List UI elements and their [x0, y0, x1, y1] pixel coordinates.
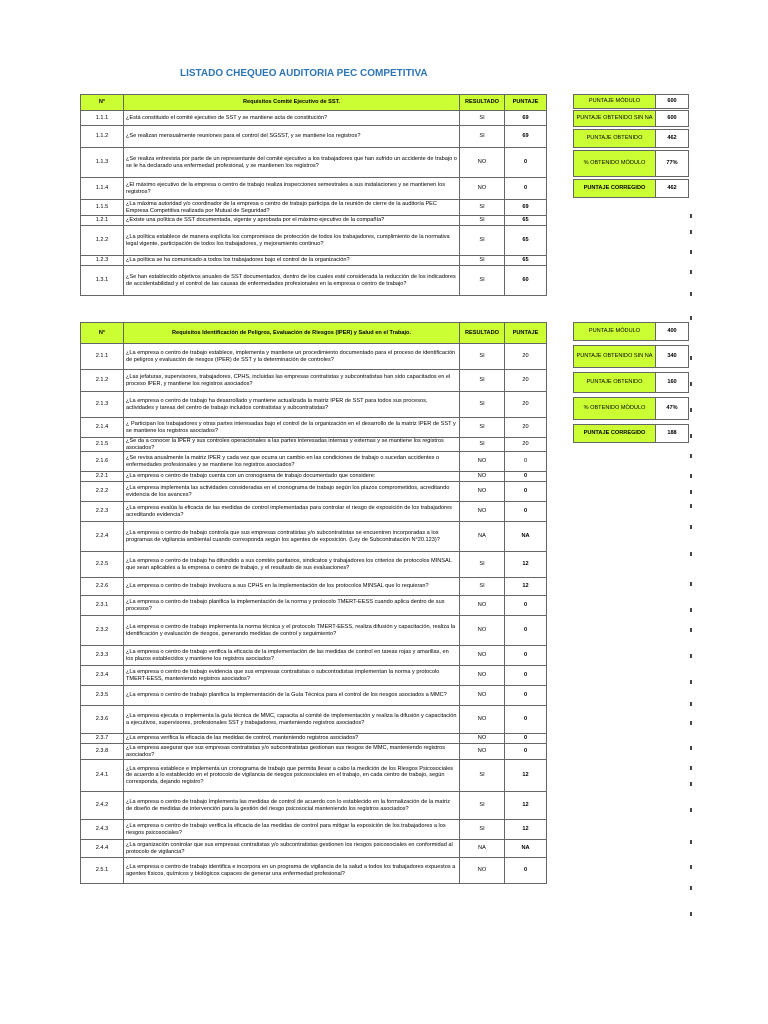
cell-res: SI [460, 392, 505, 418]
cropped-column-mark [690, 230, 692, 234]
cropped-column-mark [690, 270, 692, 274]
cell-pts: 20 [505, 392, 547, 418]
cell-req: ¿La empresa establece e implementa un cronograma de trabajo que permita llevar a cabo la medición de los Riesgos Psicosociales de acuerdo a lo establecido en el protocolo de vigilancia de riesgos psicosociales en el trabajo, en cada centro de trabajo, según corresponda, dejando registro? [124, 760, 460, 792]
summary-row [574, 111, 689, 127]
cropped-column-mark [690, 316, 692, 320]
cell-req: ¿Está constituido el comité ejecutivo de SST y se mantiene acta de constitución? [124, 111, 460, 126]
cell-res: NO [460, 178, 505, 200]
cropped-column-mark [690, 608, 692, 612]
cropped-column-mark [690, 721, 692, 725]
cell-pts: 65 [505, 216, 547, 226]
cell-req: ¿La máxima autoridad y/o coordinador de la empresa o centro de trabajo participa de la reunión de cierre de la auditoría PEC Empresa Competitiva realizada por Mutual de Seguridad? [124, 200, 460, 216]
table-row [81, 216, 547, 226]
cell-pts: 0 [505, 148, 547, 178]
cell-res: SI [460, 552, 505, 578]
table-row [81, 840, 547, 858]
cell-req: ¿La empresa o centro de trabajo ha desarrollado y mantiene actualizada la matriz IPER de SST para todos sus procesos, actividades y tareas del centro de trabajo incluidos contratistas y subcontratistas? [124, 392, 460, 418]
cell-num: 2.2.6 [81, 578, 124, 596]
cell-res: SI [460, 256, 505, 266]
table-header-row [81, 323, 547, 344]
summary-row [574, 180, 689, 198]
cell-req: ¿La empresa o centro de trabajo controla que sus empresas contratistas y/o subcontratistas se encuentren incorporadas a los programas de vigilancia ambiental cuando corresponda según los agentes de exposición. (Ley de Subcontratación N°20.123)? [124, 522, 460, 552]
cell-num: 2.4.2 [81, 792, 124, 820]
summary-value: 400 [656, 323, 689, 341]
cell-num: 2.3.7 [81, 734, 124, 744]
table-row [81, 734, 547, 744]
summary-label: PUNTAJE OBTENIDO [574, 130, 656, 148]
cell-res: NO [460, 744, 505, 760]
cell-num: 2.3.8 [81, 744, 124, 760]
cell-res: NO [460, 148, 505, 178]
summary-value: 160 [656, 373, 689, 393]
cell-res: SI [460, 578, 505, 596]
cropped-column-mark [690, 840, 692, 844]
cell-req: ¿La organización controlar que sus empresas contratistas y/o subcontratistas gestionen los riesgos psicosociales en conformidad al protocolo de vigilancia? [124, 840, 460, 858]
cell-req: ¿La empresa evalúa la eficacia de las medidas de control implementadas para controlar el riesgo de exposición de los trabajadores acreditando evidencia? [124, 502, 460, 522]
cell-num: 2.2.1 [81, 472, 124, 482]
col-header-puntaje: PUNTAJE [505, 323, 547, 344]
cell-res: SI [460, 344, 505, 370]
cell-res: SI [460, 226, 505, 256]
cell-pts: 60 [505, 266, 547, 296]
cell-res: NO [460, 502, 505, 522]
cell-pts: 20 [505, 344, 547, 370]
table-row [81, 392, 547, 418]
cell-pts: 20 [505, 370, 547, 392]
cell-res: SI [460, 216, 505, 226]
table-row [81, 438, 547, 452]
table-row [81, 686, 547, 706]
table-row [81, 126, 547, 148]
cell-num: 2.3.6 [81, 706, 124, 734]
cell-pts: 0 [505, 706, 547, 734]
cell-num: 1.1.1 [81, 111, 124, 126]
cell-req: ¿La empresa implementa las actividades consideradas en el cronograma de trabajo según los plazos comprometidos, acreditando evidencia de los avances? [124, 482, 460, 502]
table-row [81, 820, 547, 840]
cell-req: ¿La empresa o centro de trabajo cuenta con un cronograma de trabajo documentado que considere: [124, 472, 460, 482]
cropped-column-mark [690, 702, 692, 706]
cropped-column-mark [690, 680, 692, 684]
summary-label: PUNTAJE MÓDULO [574, 95, 656, 109]
cropped-column-mark [690, 408, 692, 412]
cell-num: 2.5.1 [81, 858, 124, 884]
cell-res: SI [460, 111, 505, 126]
summary-value: 340 [656, 346, 689, 368]
summary-value: 462 [656, 130, 689, 148]
summary-label: PUNTAJE CORREGIDO [574, 425, 656, 443]
cell-num: 1.1.3 [81, 148, 124, 178]
cell-res: NA [460, 522, 505, 552]
col-header-puntaje: PUNTAJE [505, 95, 547, 111]
summary-value: 600 [656, 95, 689, 109]
summary-row [574, 425, 689, 443]
cell-req: ¿La empresa o centro de trabajo verifica la eficacia de las medidas de control para mitigar la exposición de los trabajadores a los riesgos psicosociales? [124, 820, 460, 840]
cell-req: ¿ Participan los trabajadores y otras partes interesadas bajo el control de la organización en el desarrollo de la matriz IPER de SST y se mantiene los registros asociados? [124, 418, 460, 438]
table-row [81, 226, 547, 256]
cell-req: ¿La política se ha comunicado a todos los trabajadores bajo el control de la organización? [124, 256, 460, 266]
cell-pts: 0 [505, 686, 547, 706]
cell-pts: 0 [505, 734, 547, 744]
cell-num: 2.3.5 [81, 686, 124, 706]
cropped-column-mark [690, 474, 692, 478]
cell-num: 1.1.2 [81, 126, 124, 148]
cell-pts: 0 [505, 178, 547, 200]
cell-req: ¿Se da a conocer la IPER y sus controles operacionales a las partes interesadas internas y externas y se mantiene los registros asociados? [124, 438, 460, 452]
modulo1-summary-table [573, 94, 689, 198]
cell-pts: 0 [505, 858, 547, 884]
cell-num: 2.3.3 [81, 646, 124, 666]
cell-pts: NA [505, 522, 547, 552]
cell-req: ¿La empresa verifica la eficacia de las medidas de control, manteniendo registros asociados? [124, 734, 460, 744]
col-header-num: N° [81, 323, 124, 344]
cell-req: ¿La empresa o centro de trabajo planifica la implementación de la norma y protocolo TMERT-EESS cuando aplica dentro de sus procesos? [124, 596, 460, 616]
cell-pts: 69 [505, 111, 547, 126]
cell-num: 2.4.4 [81, 840, 124, 858]
table-header-row [81, 95, 547, 111]
cell-num: 2.3.4 [81, 666, 124, 686]
cell-req: ¿El máximo ejecutivo de la empresa o centro de trabajo realiza inspecciones semestrales a sus instalaciones y se mantienen los registros? [124, 178, 460, 200]
cropped-column-mark [690, 525, 692, 529]
table-row [81, 666, 547, 686]
cropped-column-mark [690, 865, 692, 869]
cell-pts: 0 [505, 646, 547, 666]
table-row [81, 256, 547, 266]
cell-pts: 12 [505, 820, 547, 840]
cell-num: 2.1.1 [81, 344, 124, 370]
summary-label: PUNTAJE CORREGIDO [574, 180, 656, 198]
cell-req: ¿Se realizan mensualmente reuniones para el control del SGSST, y se mantiene los registros? [124, 126, 460, 148]
cell-pts: NA [505, 840, 547, 858]
summary-row [574, 130, 689, 148]
cell-num: 2.2.2 [81, 482, 124, 502]
cell-pts: 0 [505, 744, 547, 760]
cell-pts: 0 [505, 472, 547, 482]
cell-req: ¿La empresa o centro de trabajo ha difundido a sus comités paritarios, sindicatos y trabajadores los criterios de protocolos MINSAL que sean aplicables a la empresa o centro de trabajo, y el resultado de sus evaluaciones? [124, 552, 460, 578]
cell-num: 1.2.2 [81, 226, 124, 256]
cell-pts: 20 [505, 438, 547, 452]
cropped-column-mark [690, 382, 692, 386]
cell-res: SI [460, 792, 505, 820]
cell-res: SI [460, 266, 505, 296]
page-title: LISTADO CHEQUEO AUDITORIA PEC COMPETITIVA [180, 68, 428, 79]
summary-value: 462 [656, 180, 689, 198]
cell-res: SI [460, 438, 505, 452]
summary-row [574, 398, 689, 420]
cropped-column-mark [690, 628, 692, 632]
cropped-column-mark [690, 292, 692, 296]
cell-req: ¿La empresa o centro de trabajo identifica e incorpora en un programa de vigilancia de la salud a todos los trabajadores expuestos a agentes físicos, químicos y biológicos capaces de generar una enfermedad profesional? [124, 858, 460, 884]
cell-req: ¿Existe una política de SST documentada, vigente y aprobada por el máximo ejecutivo de la compañía? [124, 216, 460, 226]
table-row [81, 148, 547, 178]
cell-pts: 0 [505, 452, 547, 472]
col-header-num: N° [81, 95, 124, 111]
cell-res: SI [460, 200, 505, 216]
col-header-resultado: RESULTADO [460, 323, 505, 344]
cell-num: 2.1.3 [81, 392, 124, 418]
iper-table [80, 322, 547, 884]
cell-res: NO [460, 734, 505, 744]
table-row [81, 858, 547, 884]
cell-pts: 20 [505, 418, 547, 438]
cell-req: ¿La empresa o centro de trabajo verifica la eficacia de la implementación de las medidas de control en tareas rojas y amarillas, en los plazos establecidos y mantiene los registros asociados? [124, 646, 460, 666]
cell-num: 2.4.1 [81, 760, 124, 792]
table-row [81, 522, 547, 552]
cell-res: NO [460, 596, 505, 616]
cell-req: ¿Se revisa anualmente la matriz IPER y cada vez que ocurra un cambio en las condiciones de trabajo o sucedan accidentes o enfermedades profesionales y se mantiene los registros asociados? [124, 452, 460, 472]
cropped-column-mark [690, 552, 692, 556]
cell-res: NO [460, 646, 505, 666]
col-header-requisitos: Requisitos Comité Ejecutivo de SST. [124, 95, 460, 111]
table-row [81, 792, 547, 820]
cell-res: SI [460, 370, 505, 392]
cell-res: SI [460, 760, 505, 792]
table-row [81, 596, 547, 616]
modulo2-summary-table [573, 322, 689, 443]
cell-res: NO [460, 666, 505, 686]
cropped-column-mark [690, 912, 692, 916]
cell-res: NO [460, 616, 505, 646]
cell-num: 1.1.5 [81, 200, 124, 216]
cell-pts: 12 [505, 552, 547, 578]
cropped-column-mark [690, 356, 692, 360]
summary-row [574, 323, 689, 341]
cell-num: 1.1.4 [81, 178, 124, 200]
cell-num: 2.2.5 [81, 552, 124, 578]
cell-res: SI [460, 820, 505, 840]
cell-res: NO [460, 706, 505, 734]
cell-pts: 65 [505, 226, 547, 256]
cell-pts: 12 [505, 760, 547, 792]
cell-req: ¿La empresa o centro de trabajo implementa la norma técnica y el protocolo TMERT-EESS, realiza difusión y capacitación, realiza la identificación y evaluación de riesgos, generando medidas de control y seguimiento? [124, 616, 460, 646]
table-row [81, 646, 547, 666]
cell-pts: 0 [505, 482, 547, 502]
cropped-column-mark [690, 454, 692, 458]
cell-req: ¿La empresa o centro de trabajo evidencia que sus empresas contratistas o subcontratistas implementan la norma y protocolo TMERT-EESS, manteniendo registros asociados? [124, 666, 460, 686]
summary-value: 77% [656, 151, 689, 177]
cell-req: ¿La empresa o centro de trabajo Implementa las medidas de control de acuerdo con lo establecido en la formalización de la matriz de diseño de medidas de intervención para la gestión del riesgo psicosocial manteniendo los registros asociados? [124, 792, 460, 820]
summary-row [574, 346, 689, 368]
table-row [81, 111, 547, 126]
cell-pts: 0 [505, 666, 547, 686]
cell-res: NO [460, 452, 505, 472]
cropped-column-mark [690, 782, 692, 786]
cell-req: ¿La empresa o centro de trabajo involucra a sus CPHS en la implementación de los protocolos MINSAL que lo requieran? [124, 578, 460, 596]
cell-num: 2.1.2 [81, 370, 124, 392]
cell-num: 2.1.5 [81, 438, 124, 452]
cell-num: 1.3.1 [81, 266, 124, 296]
table-row [81, 266, 547, 296]
cropped-column-mark [690, 214, 692, 218]
cell-res: SI [460, 126, 505, 148]
table-row [81, 578, 547, 596]
cropped-column-mark [690, 504, 692, 508]
cell-num: 1.2.3 [81, 256, 124, 266]
table-row [81, 760, 547, 792]
summary-value: 47% [656, 398, 689, 420]
cell-req: ¿Se realiza entrevista por parte de un representante del comité ejecutivo a los trabajadores que han sufrido un accidente de trabajo o se le ha declarado una enfermedad profesional, y se mantienen los registros? [124, 148, 460, 178]
cell-res: SI [460, 418, 505, 438]
summary-label: % OBTENIDO MÓDULO [574, 398, 656, 420]
cell-res: NO [460, 858, 505, 884]
cell-req: ¿La empresa o centro de trabajo establece, implementa y mantiene un procedimiento documentado para el proceso de identificación de peligros y evaluación de riesgos (IPER) de SST y la determinación de controles? [124, 344, 460, 370]
cell-req: ¿La empresa asegurar que sus empresas contratistas y/o subcontratistas gestionan sus riesgos de MMC, manteniendo registros asociados? [124, 744, 460, 760]
cell-res: NO [460, 482, 505, 502]
cell-num: 2.3.1 [81, 596, 124, 616]
cell-num: 2.2.3 [81, 502, 124, 522]
cropped-column-mark [690, 654, 692, 658]
cell-pts: 69 [505, 126, 547, 148]
summary-row [574, 95, 689, 109]
table-row [81, 502, 547, 522]
table-row [81, 472, 547, 482]
cell-num: 2.1.6 [81, 452, 124, 472]
table-row [81, 178, 547, 200]
table-row [81, 744, 547, 760]
cell-res: NO [460, 686, 505, 706]
cell-pts: 12 [505, 578, 547, 596]
summary-label: PUNTAJE OBTENIDO SIN NA [574, 111, 656, 127]
summary-label: PUNTAJE OBTENIDO [574, 373, 656, 393]
comite-ejecutivo-table [80, 94, 547, 296]
summary-row [574, 151, 689, 177]
summary-label: % OBTENIDO MÓDULO [574, 151, 656, 177]
cropped-column-mark [690, 766, 692, 770]
cropped-column-mark [690, 434, 692, 438]
cell-pts: 69 [505, 200, 547, 216]
cropped-column-mark [690, 886, 692, 890]
summary-value: 600 [656, 111, 689, 127]
summary-row [574, 373, 689, 393]
table-row [81, 370, 547, 392]
cell-pts: 0 [505, 596, 547, 616]
cell-num: 2.1.4 [81, 418, 124, 438]
table-row [81, 200, 547, 216]
cell-req: ¿La empresa ejecuta o implementa la guía técnica de MMC, capacita al comité de implementación y realiza la difusión y capacitación a ejecutivos, supervisores, profesionales SST y trabajadores, manteniendo registros asociados? [124, 706, 460, 734]
cell-num: 2.4.3 [81, 820, 124, 840]
table-row [81, 706, 547, 734]
cell-num: 2.2.4 [81, 522, 124, 552]
cropped-column-mark [690, 250, 692, 254]
cell-req: ¿Se han establecido objetivos anuales de SST documentados, dentro de los cuales esté considerada la reducción de los indicadores de accidentabilidad y el control de las causas de enfermedades profesionales en la empresa o centro de trabajo? [124, 266, 460, 296]
cropped-column-mark [690, 490, 692, 494]
cell-req: ¿Las jefaturas, supervisores, trabajadores, CPHS, incluidas las empresas contratistas y subcontratistas han sido capacitados en el proceso IPER, y mantiene los registros asociados? [124, 370, 460, 392]
table-row [81, 452, 547, 472]
cell-num: 1.2.1 [81, 216, 124, 226]
cell-res: NO [460, 472, 505, 482]
summary-label: PUNTAJE OBTENIDO SIN NA [574, 346, 656, 368]
table-row [81, 482, 547, 502]
cell-num: 2.3.2 [81, 616, 124, 646]
cell-res: NA [460, 840, 505, 858]
cropped-column-mark [690, 582, 692, 586]
col-header-requisitos: Requisitos Identificación de Peligros, Evaluación de Riesgos (IPER) y Salud en el Trabajo. [124, 323, 460, 344]
table-row [81, 418, 547, 438]
cell-pts: 0 [505, 616, 547, 646]
cell-req: ¿La empresa o centro de trabajo planifica la implementación de la Guía Técnica para el control de los riesgos asociados a MMC? [124, 686, 460, 706]
cell-req: ¿La política establece de manera explícita los compromisos de protección de todos los trabajadores, cumplimiento de la normativa legal vigente, participación de todos los trabajadores, y mejoramiento continuo? [124, 226, 460, 256]
table-row [81, 552, 547, 578]
summary-label: PUNTAJE MÓDULO [574, 323, 656, 341]
table-row [81, 616, 547, 646]
table-row [81, 344, 547, 370]
cropped-column-mark [690, 808, 692, 812]
cropped-column-mark [690, 746, 692, 750]
cell-pts: 0 [505, 502, 547, 522]
cell-pts: 65 [505, 256, 547, 266]
cell-pts: 12 [505, 792, 547, 820]
col-header-resultado: RESULTADO [460, 95, 505, 111]
summary-value: 188 [656, 425, 689, 443]
